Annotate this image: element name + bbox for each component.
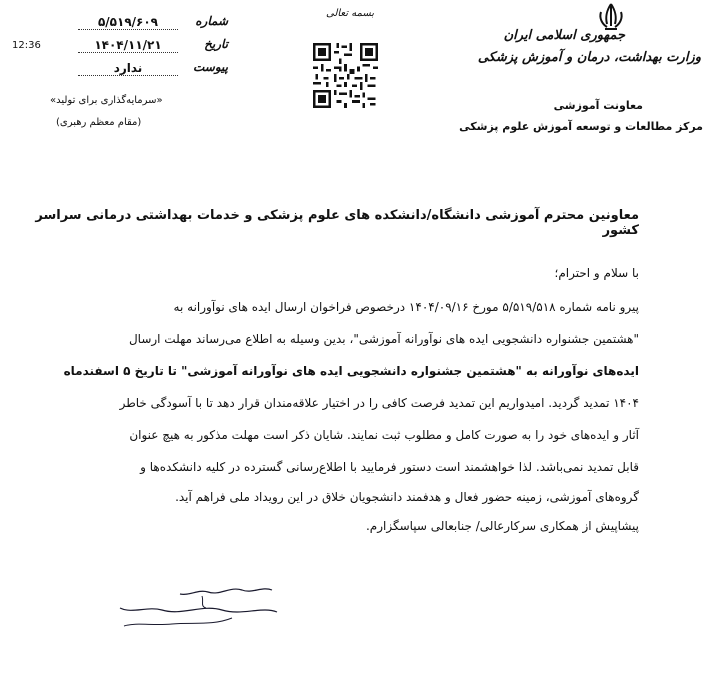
letter-attachment-value: ندارد — [78, 61, 178, 76]
letter-attachment-row — [78, 60, 228, 78]
time-stamp: 12:36 — [12, 40, 41, 51]
center-name: مرکز مطالعات و توسعه آموزش علوم پزشکی — [459, 120, 703, 133]
body-line: ۱۴۰۴ تمدید گردید. امیدواریم این تمدید فرصت کافی را در اختیار علاقه‌مندان قرار دهد تا با آسودگی خاطر — [119, 396, 639, 410]
closing: پیشاپیش از همکاری سرکارعالی/ جنابعالی سپاسگزارم. — [365, 519, 639, 533]
letter-attachment-label: پیوست — [193, 60, 228, 74]
slogan-source: (مقام معظم رهبری) — [56, 117, 142, 128]
body-line: آثار و ایده‌های خود را به صورت کامل و مطلوب ثبت نمایند. شایان ذکر است مهلت مذکور به هیچ عنوان — [129, 428, 639, 442]
deputy-name: معاونت آموزشی — [553, 99, 643, 112]
letter-number-label: شماره — [195, 14, 228, 28]
letter-date-label: تاریخ — [204, 37, 228, 51]
body-line: پیرو نامه شماره ۵/۵۱۹/۵۱۸ مورخ ۱۴۰۴/۰۹/۱۶ درخصوص فراخوان ارسال ایده های نوآورانه به — [173, 300, 639, 314]
recipient: معاونین محترم آموزشی دانشگاه/دانشکده های علوم پزشکی و خدمات بهداشتی درمانی سراسر کشور — [35, 208, 639, 238]
basmala: بسمه تعالی — [326, 8, 375, 19]
body-line: گروه‌های آموزشی، زمینه حضور فعال و هدفمند دانشجویان خلاق در این رویداد ملی فراهم آید. — [175, 490, 639, 504]
ministry-name-line1: جمهوری اسلامی ایران — [503, 28, 625, 43]
letter-date-row — [78, 37, 228, 55]
body-line: قابل تمدید نمی‌باشد. لذا خواهشمند است دستور فرمایید با اطلاع‌رسانی گسترده در کلیه دانشکده‌ها و — [140, 460, 639, 474]
letter-number-value: ۵/۵۱۹/۶۰۹ — [78, 15, 178, 30]
qr-code-icon — [313, 42, 378, 109]
letter-date-value: ۱۴۰۴/۱۱/۲۱ — [78, 38, 178, 53]
body-line-highlight: ایده‌های نوآورانه به "هشتمین جشنواره دانشجویی ایده های نوآورانه آموزشی" تا تاریخ ۵ اسفندماه — [63, 364, 639, 378]
greeting: با سلام و احترام؛ — [554, 266, 639, 280]
signature-icon — [112, 582, 282, 632]
body-line: "هشتمین جشنواره دانشجویی ایده های نوآورانه آموزشی"، بدین وسیله به اطلاع می‌رساند مهلت ارسال — [128, 332, 639, 346]
slogan: «سرمایه‌گذاری برای تولید» — [50, 95, 163, 106]
ministry-name-line2: وزارت بهداشت، درمان و آموزش پزشکی — [477, 50, 701, 65]
letter-number-row — [78, 14, 228, 32]
